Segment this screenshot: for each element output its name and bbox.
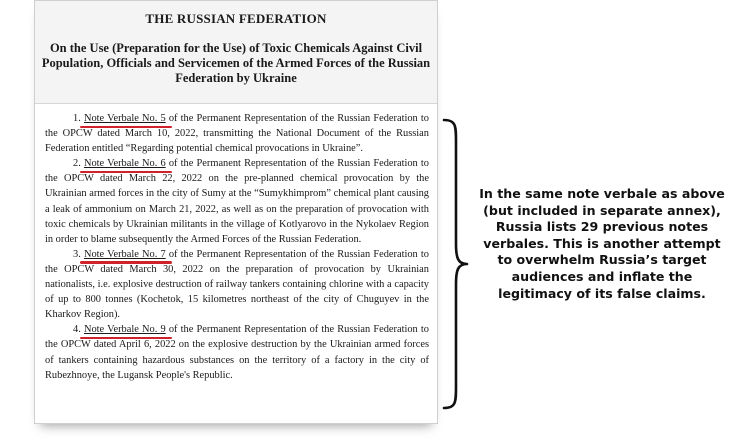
annotation-text: In the same note verbale as above (but included in separate annex), Russia lists 29 previous notes verbales. This is another attempt to overwhelm Russia’s target audiences and inflate the legitimacy of its false claims.	[479, 186, 725, 301]
item-text: of the Permanent Representation of the Russian Federation to the OPCW dated March 30, 2022 on the preparation of provocation by Ukrainian nationalists, i.e. explosive destruction of railway tankers containing chlorine with a capacity of up to 800 tonnes (Kochetok, 15 kilometres northeast of the city of Chuguyev in the Kharkov Region).	[45, 248, 429, 321]
item-number: 1.	[73, 113, 81, 124]
note-verbale-ref	[84, 113, 166, 124]
red-underline	[80, 261, 172, 264]
note-verbale-ref	[84, 324, 166, 335]
note-verbale-label: Note Verbale No. 7	[83, 248, 166, 260]
list-item	[45, 247, 429, 322]
document-subtitle: On the Use (Preparation for the Use) of Toxic Chemicals Against Civil Population, Officials and Servicemen of the Armed Forces of the Russian Federation by Ukraine	[41, 41, 431, 85]
document-body	[35, 104, 437, 383]
list-item	[45, 322, 429, 382]
item-number: 4.	[73, 324, 81, 336]
item-number: 2.	[73, 158, 81, 170]
note-verbale-ref	[84, 249, 166, 260]
note-verbale-label: Note Verbale No. 9	[83, 324, 166, 336]
item-text: of the Permanent Representation of the Russian Federation to the OPCW dated March 22, 2022 on the pre-planned chemical provocation by the Ukrainian armed forces in the city of Sumy at the “Sumykhimprom” chemical plant causing a leak of ammonium on March 21, 2022, as well as on the preparation of provocation with toxic chemicals by Ukrainian militants in the village of Kotlyarovo in the Nykolaev Region in order to blame subsequently the Armed Forces of the Russian Federation.	[45, 158, 429, 245]
item-text: of the Permanent Representation of the Russian Federation to the OPCW dated March 10, 2022, transmitting the National Document of the Russian Federation entitled “Regarding potential chemical provocations in Ukraine”.	[45, 113, 429, 155]
note-verbale-ref	[84, 158, 166, 169]
curly-brace-icon	[440, 116, 470, 412]
document-excerpt	[34, 0, 438, 424]
red-underline	[80, 337, 172, 340]
red-underline	[80, 171, 172, 174]
item-number: 3.	[73, 248, 81, 260]
note-verbale-label: Note Verbale No. 6	[83, 158, 166, 170]
document-header	[35, 1, 437, 104]
list-item	[45, 156, 429, 247]
item-text: of the Permanent Representation of the Russian Federation to the OPCW dated April 6, 2022 on the explosive destruction by the Ukrainian armed forces of tankers containing hazardous substances on the territory of a factory in the city of Rubezhnoye, the Lugansk People's Republic.	[45, 324, 429, 381]
document-title: THE RUSSIAN FEDERATION	[145, 11, 327, 26]
red-underline	[80, 126, 172, 129]
note-verbale-label: Note Verbale No. 5	[83, 113, 166, 124]
list-item	[45, 111, 429, 156]
